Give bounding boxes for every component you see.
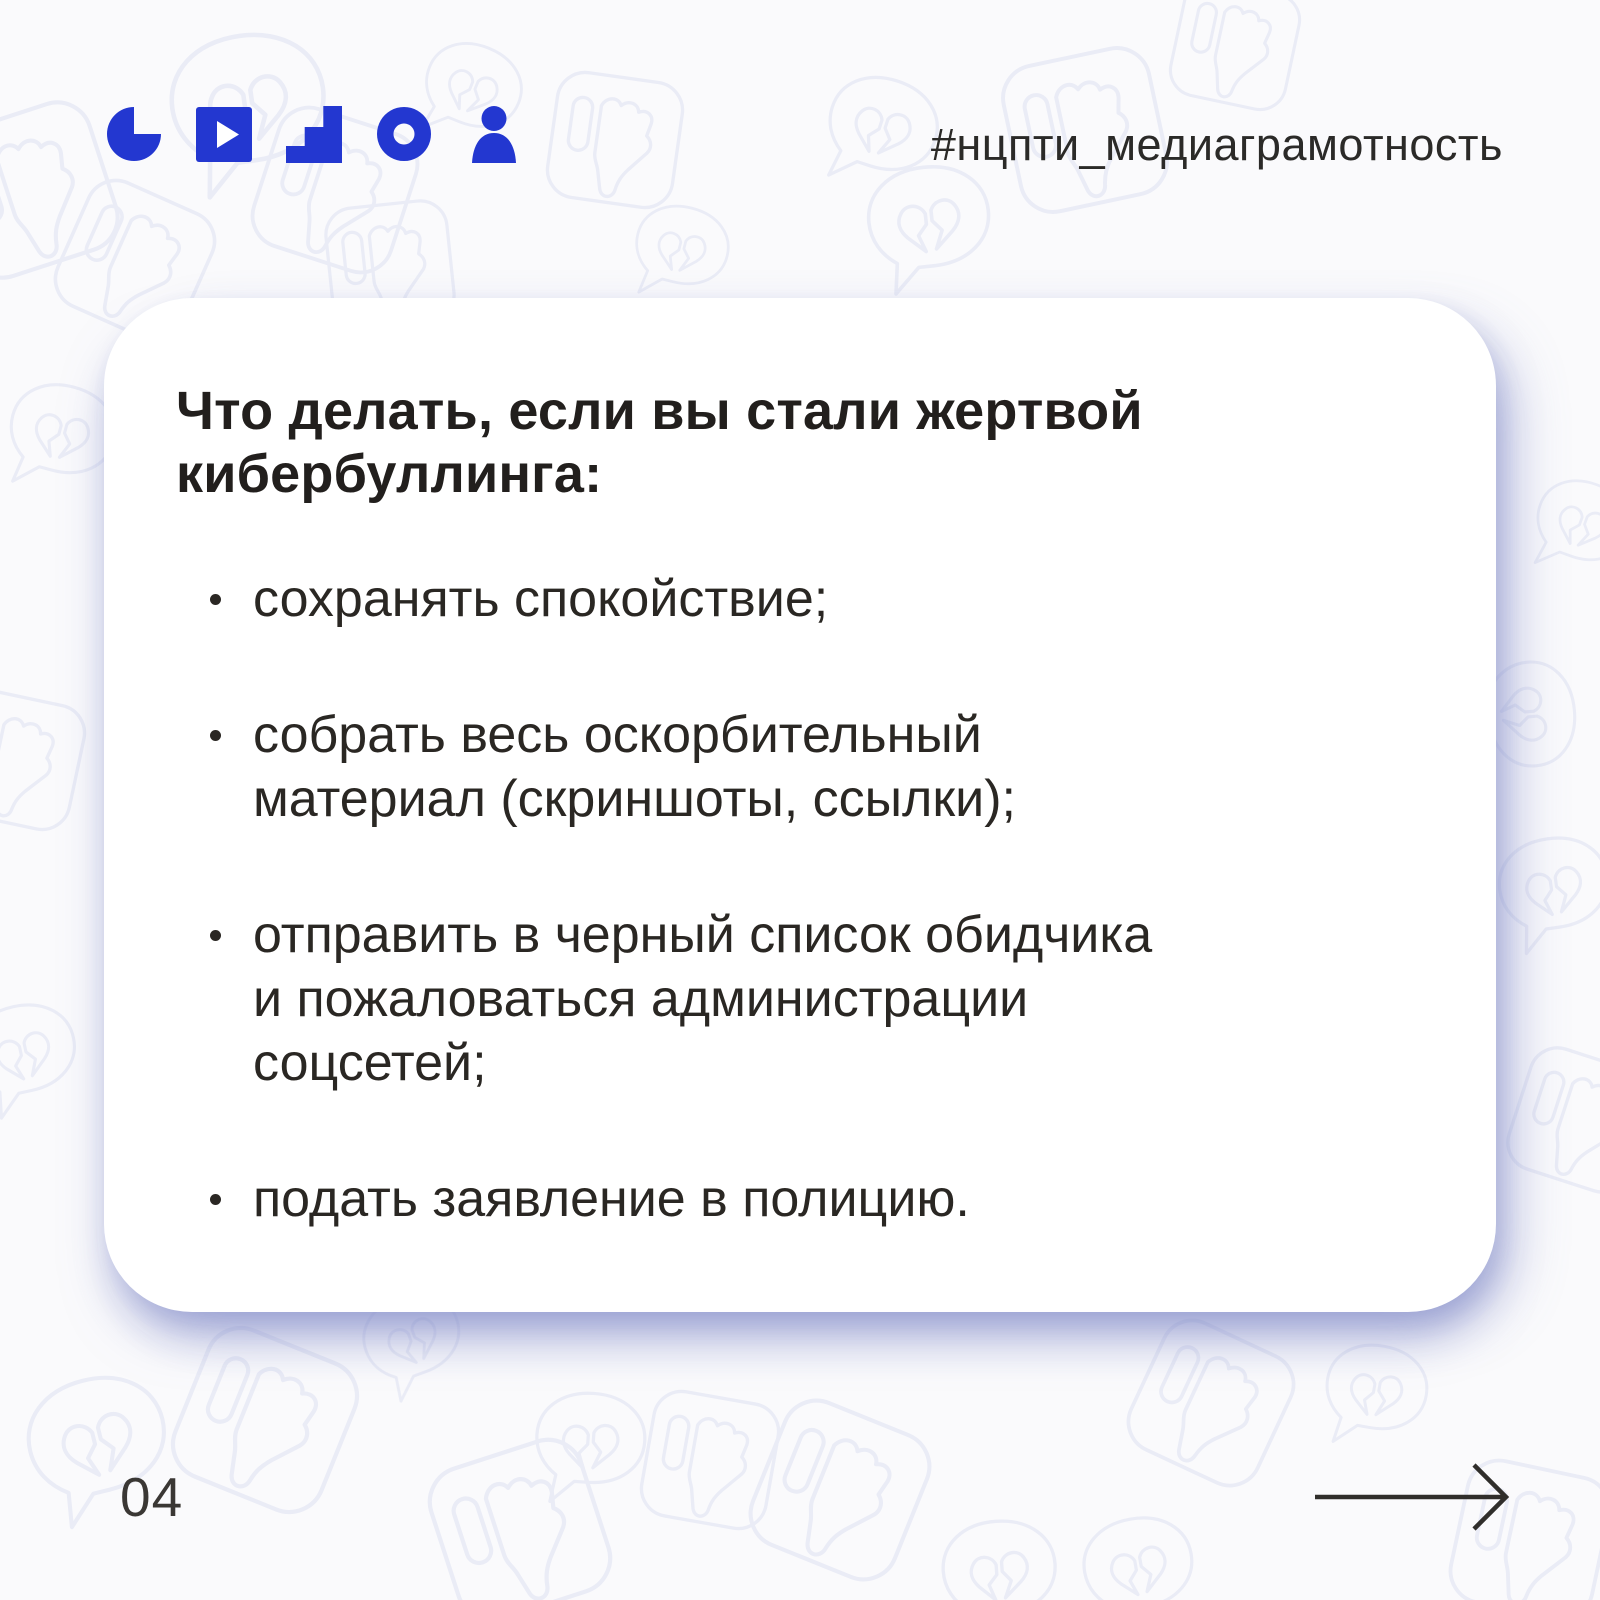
donut-icon bbox=[376, 106, 432, 163]
list-item-text: собрать весь оскорбительный материал (скриншоты, ссылки); bbox=[253, 706, 1016, 829]
page-number: 04 bbox=[120, 1466, 184, 1528]
list-item bbox=[176, 567, 1416, 631]
person-icon bbox=[466, 106, 522, 163]
hashtag-label: #нцпти_медиаграмотность bbox=[930, 119, 1503, 170]
logo bbox=[106, 106, 522, 163]
list-item bbox=[176, 703, 1416, 831]
card-title: Что делать, если вы стали жертвой кибербуллинга: bbox=[176, 381, 1143, 504]
arrow-right-icon bbox=[1313, 1455, 1513, 1539]
play-square-icon bbox=[196, 106, 252, 163]
pie-quarter-icon bbox=[106, 106, 162, 163]
list-item-text: подать заявление в полицию. bbox=[253, 1170, 970, 1229]
list-item bbox=[176, 903, 1416, 1095]
list-item bbox=[176, 1167, 1416, 1231]
content-card bbox=[104, 298, 1496, 1312]
list-item-text: сохранять спокойствие; bbox=[253, 570, 829, 629]
bullet-list bbox=[176, 567, 1416, 1231]
stairs-icon bbox=[286, 106, 342, 163]
next-arrow-button[interactable] bbox=[1313, 1455, 1513, 1539]
list-item-text: отправить в черный список обидчика и пожаловаться администрации соцсетей; bbox=[253, 906, 1153, 1093]
